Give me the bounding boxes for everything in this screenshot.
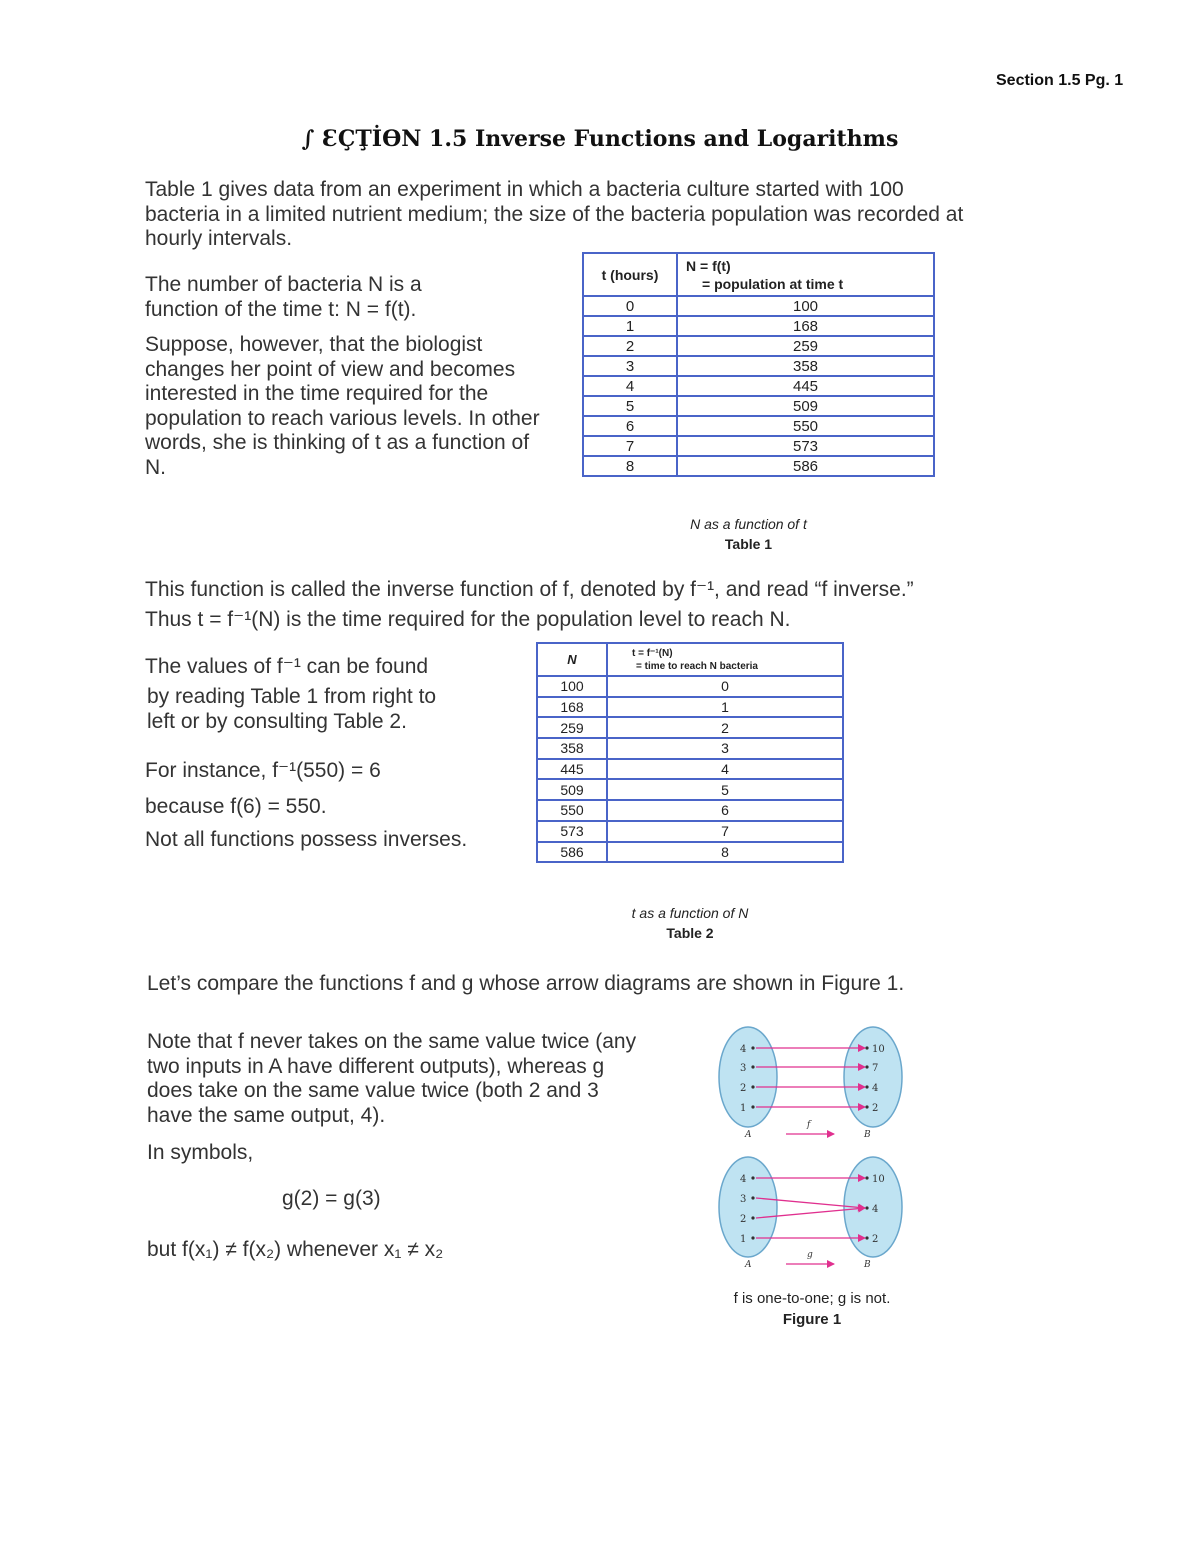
set-b-label: B: [864, 1130, 871, 1140]
set-b-element: 10: [872, 1044, 885, 1055]
table-1-header-n-line1: N = f(t): [686, 257, 731, 274]
diagram-f: [719, 1027, 902, 1140]
table-1-caption-text: N as a function of t: [690, 516, 807, 532]
function-paragraph: The number of bacteria N is a function of the time t: N = f(t).: [145, 273, 422, 321]
table-2-label: Table 2: [666, 925, 714, 941]
instance-paragraph: For instance, f⁻¹(550) = 6: [145, 759, 381, 782]
set-b-dot: [865, 1065, 868, 1068]
table-cell-output: 445: [677, 376, 934, 396]
table-2-caption: [536, 905, 844, 941]
table-cell-output: 573: [677, 436, 934, 456]
symbols-paragraph: In symbols,: [147, 1141, 254, 1164]
table-2-caption-text: t as a function of N: [631, 905, 749, 921]
table-cell-output: 4: [607, 759, 843, 780]
set-a-label: A: [745, 1260, 752, 1270]
set-a-ellipse: [719, 1157, 777, 1257]
set-a-element: 2: [740, 1214, 747, 1225]
table-cell-output: 509: [677, 396, 934, 416]
table-cell-output: 168: [677, 316, 934, 336]
because-paragraph: because f(6) = 550.: [145, 795, 327, 818]
table-2-header-t-line2: = time to reach N bacteria: [636, 660, 758, 672]
table-1: [582, 252, 935, 477]
set-b-dot: [865, 1085, 868, 1088]
table-row: [537, 842, 843, 863]
table-cell-input: 7: [583, 436, 677, 456]
table-cell-input: 586: [537, 842, 607, 863]
intro-paragraph: Table 1 gives data from an experiment in which a bacteria culture started with 100 bacteria in a limited nutrient medium; the size of the bacteria population was recorded at hourly intervals.: [145, 178, 964, 250]
table-row: [583, 296, 934, 316]
set-a-element: 4: [740, 1044, 747, 1055]
table-row: [583, 316, 934, 336]
figure-1-caption: [712, 1290, 912, 1328]
set-a-element: 1: [740, 1234, 747, 1245]
table-cell-input: 1: [583, 316, 677, 336]
set-a-element: 4: [740, 1174, 747, 1185]
set-b-label: B: [864, 1260, 871, 1270]
diagram-g: [719, 1157, 902, 1270]
set-a-element: 3: [740, 1063, 747, 1074]
set-b-dot: [865, 1176, 868, 1179]
table-cell-output: 1: [607, 697, 843, 718]
table-2-header-n: N: [537, 643, 607, 676]
table-cell-output: 259: [677, 336, 934, 356]
set-a-dot: [751, 1085, 754, 1088]
table-cell-input: 550: [537, 800, 607, 821]
table-cell-output: 100: [677, 296, 934, 316]
set-a-element: 3: [740, 1194, 747, 1205]
page-title: ∫ ƐÇŢİϴN 1.5 Inverse Functions and Logarithms: [301, 126, 899, 152]
table-cell-input: 6: [583, 416, 677, 436]
set-a-dot: [751, 1105, 754, 1108]
table-2: [536, 642, 844, 863]
set-b-dot: [865, 1236, 868, 1239]
set-a-dot: [751, 1196, 754, 1199]
table-row: [537, 779, 843, 800]
set-b-element: 4: [872, 1083, 879, 1094]
table-row: [537, 676, 843, 697]
table-cell-output: 0: [607, 676, 843, 697]
table-cell-input: 259: [537, 717, 607, 738]
table-row: [583, 376, 934, 396]
set-b-dot: [865, 1105, 868, 1108]
set-a-dot: [751, 1176, 754, 1179]
table-cell-input: 358: [537, 738, 607, 759]
table-cell-output: 5: [607, 779, 843, 800]
table-cell-output: 3: [607, 738, 843, 759]
inverse-paragraph-1: This function is called the inverse function of f, denoted by f⁻¹, and read “f inverse.”: [145, 578, 914, 601]
table-cell-output: 586: [677, 456, 934, 476]
table-row: [537, 738, 843, 759]
values-paragraph-1: The values of f⁻¹ can be found: [145, 655, 429, 678]
table-2-body: [537, 676, 843, 862]
table-cell-input: 8: [583, 456, 677, 476]
figure-1-caption-text: f is one-to-one; g is not.: [733, 1290, 891, 1307]
table-cell-input: 0: [583, 296, 677, 316]
table-cell-input: 509: [537, 779, 607, 800]
table-row: [583, 396, 934, 416]
set-a-dot: [751, 1065, 754, 1068]
table-2-header-t-line1: t = f⁻¹(N): [632, 647, 673, 659]
table-row: [537, 759, 843, 780]
set-b-dot: [865, 1206, 868, 1209]
equation: g(2) = g(3): [282, 1187, 381, 1210]
table-cell-output: 7: [607, 821, 843, 842]
table-1-header-n-line2: = population at time t: [702, 275, 844, 292]
set-a-dot: [751, 1046, 754, 1049]
set-b-element: 2: [872, 1234, 879, 1245]
table-cell-output: 6: [607, 800, 843, 821]
figure-1-diagram: [700, 1020, 930, 1280]
set-b-dot: [865, 1046, 868, 1049]
table-1-body: [583, 296, 934, 476]
table-cell-input: 3: [583, 356, 677, 376]
but-paragraph: but f(x₁) ≠ f(x₂) whenever x₁ ≠ x₂: [147, 1238, 444, 1261]
table-row: [537, 717, 843, 738]
set-a-dot: [751, 1236, 754, 1239]
page-header: Section 1.5 Pg. 1: [996, 72, 1124, 89]
table-cell-input: 4: [583, 376, 677, 396]
table-row: [537, 800, 843, 821]
note-paragraph: Note that f never takes on the same value twice (any two inputs in A have different outputs), whereas g does take on the same value twice (both 2 and 3 have the same output, 4).: [147, 1030, 637, 1127]
values-paragraph-2: by reading Table 1 from right to left or by consulting Table 2.: [147, 685, 437, 733]
set-b-element: 7: [872, 1063, 879, 1074]
table-row: [583, 416, 934, 436]
set-a-element: 1: [740, 1103, 747, 1114]
table-row: [537, 697, 843, 718]
table-row: [583, 436, 934, 456]
table-row: [537, 821, 843, 842]
not-all-paragraph: Not all functions possess inverses.: [145, 828, 468, 851]
set-b-element: 2: [872, 1103, 879, 1114]
table-row: [583, 456, 934, 476]
set-b-element: 10: [872, 1174, 885, 1185]
compare-paragraph: Let’s compare the functions f and g whose arrow diagrams are shown in Figure 1.: [147, 972, 905, 995]
table-1-header-n: [677, 253, 934, 296]
table-cell-input: 445: [537, 759, 607, 780]
set-b-element: 4: [872, 1204, 879, 1215]
suppose-paragraph: Suppose, however, that the biologist changes her point of view and becomes interested in the time required for the population to reach various levels. In other words, she is thinking of t as a function of N.: [145, 333, 540, 479]
set-a-ellipse: [719, 1027, 777, 1127]
table-row: [583, 356, 934, 376]
inverse-paragraph-2: Thus t = f⁻¹(N) is the time required for the population level to reach N.: [145, 608, 791, 631]
table-2-header-t: [607, 643, 843, 676]
table-cell-output: 550: [677, 416, 934, 436]
table-1-header-t: t (hours): [583, 253, 677, 296]
set-a-element: 2: [740, 1083, 747, 1094]
set-a-dot: [751, 1216, 754, 1219]
function-label: f: [807, 1120, 811, 1130]
table-cell-input: 573: [537, 821, 607, 842]
table-cell-input: 168: [537, 697, 607, 718]
table-1-caption: [582, 516, 915, 552]
table-cell-output: 8: [607, 842, 843, 863]
function-label: g: [807, 1250, 813, 1260]
table-cell-input: 100: [537, 676, 607, 697]
table-cell-input: 2: [583, 336, 677, 356]
table-row: [583, 336, 934, 356]
table-cell-output: 358: [677, 356, 934, 376]
set-a-label: A: [745, 1130, 752, 1140]
figure-1-label: Figure 1: [782, 1311, 842, 1328]
table-cell-input: 5: [583, 396, 677, 416]
table-1-label: Table 1: [724, 536, 773, 552]
table-cell-output: 2: [607, 717, 843, 738]
